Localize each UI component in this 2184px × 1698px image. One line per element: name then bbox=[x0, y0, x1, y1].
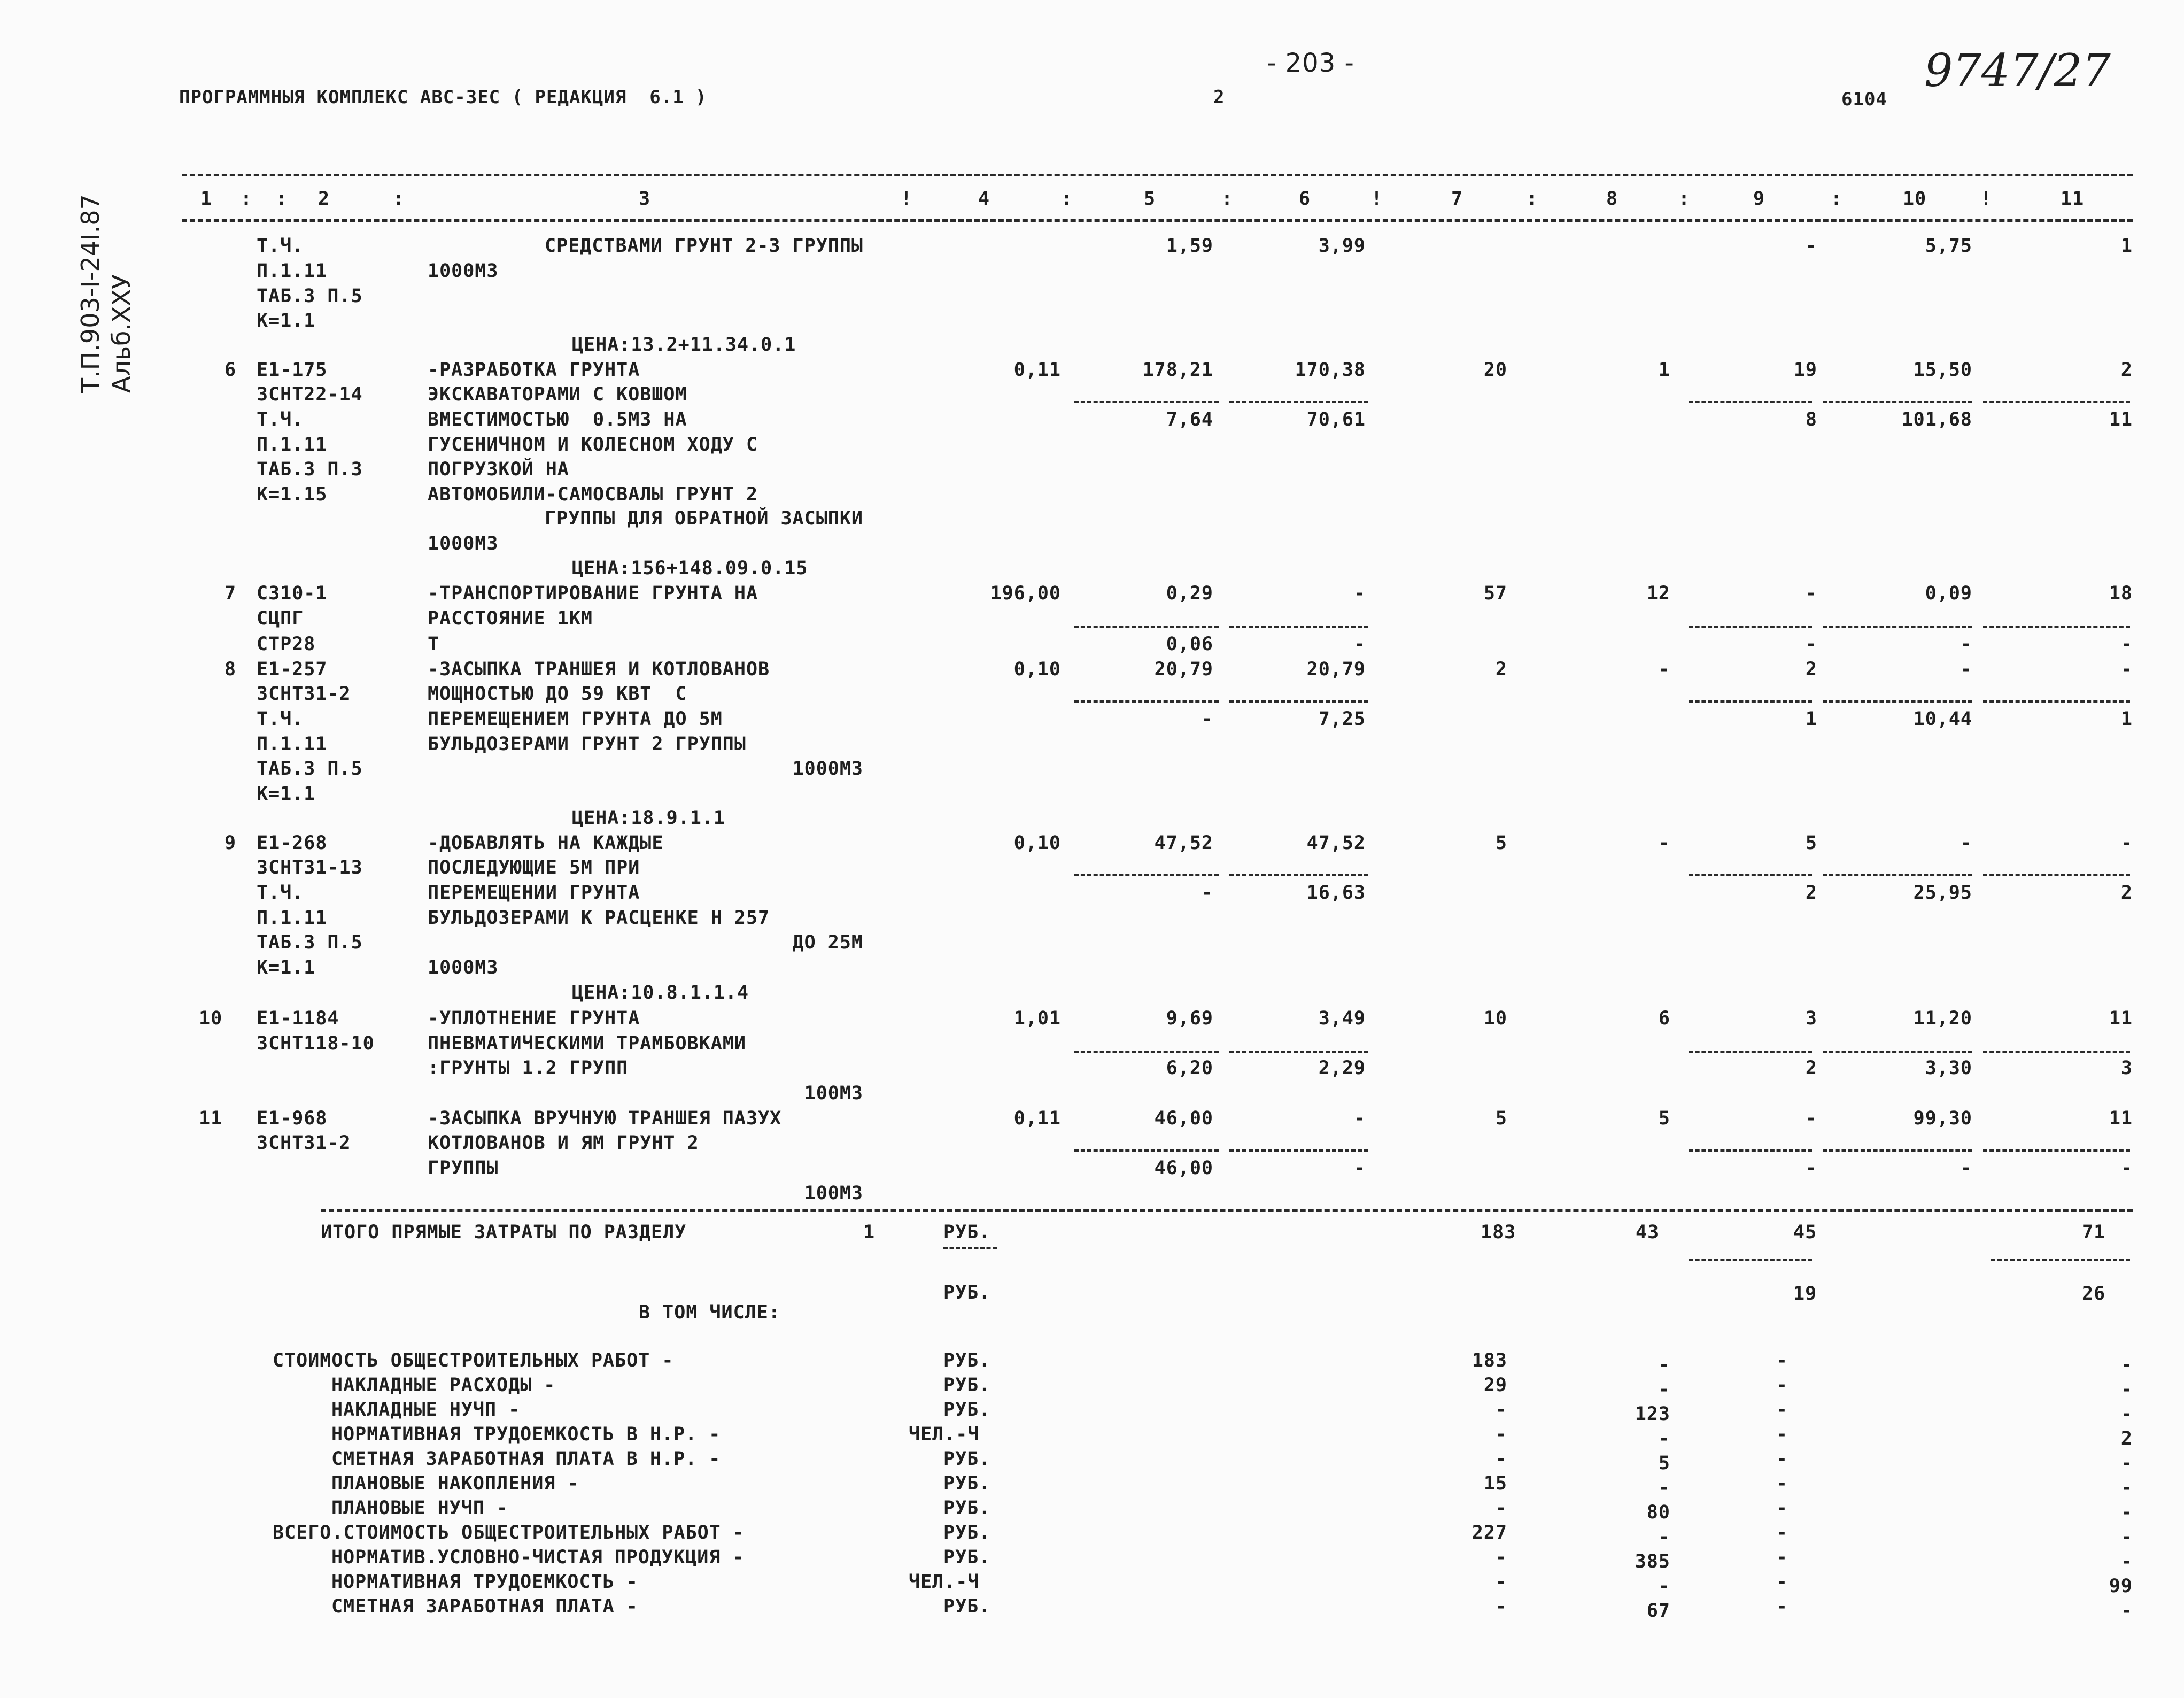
column-header: 6 bbox=[1299, 188, 1311, 210]
cell-c10: 101,68 bbox=[1901, 409, 1972, 430]
cell-rule bbox=[1823, 874, 1972, 876]
cell-rule bbox=[1689, 874, 1812, 876]
summary-col9: - bbox=[1776, 1473, 1788, 1494]
item-description: ПЕРЕМЕЩЕНИИ ГРУНТА bbox=[428, 882, 640, 904]
summary-col8: - bbox=[1658, 1576, 1670, 1597]
cell-c10: - bbox=[1960, 659, 1972, 680]
summary-col7: 15 bbox=[1483, 1473, 1507, 1494]
summary-label: НОРМАТИВНАЯ ТРУДОЕМКОСТЬ В Н.Р. - bbox=[331, 1424, 721, 1445]
cell-rule bbox=[1074, 700, 1219, 703]
cell-c11: 2 bbox=[2120, 882, 2133, 904]
cell-c4: 0,10 bbox=[1013, 832, 1061, 854]
cell-c11: 2 bbox=[2120, 359, 2133, 381]
summary-col8: - bbox=[1658, 1428, 1670, 1449]
cell-c5: 9,69 bbox=[1166, 1008, 1213, 1029]
column-separator: : bbox=[1678, 188, 1691, 210]
summary-col7: - bbox=[1495, 1424, 1507, 1445]
cell-c6: 3,49 bbox=[1318, 1008, 1366, 1029]
column-separator: ! bbox=[901, 188, 913, 210]
totals-col9-2: 19 bbox=[1793, 1283, 1817, 1305]
sheet-number: 2 bbox=[1213, 87, 1225, 108]
table-header-rule bbox=[182, 219, 2133, 222]
item-description: -ЗАСЫПКА ТРАНШЕЯ И КОТЛОВАНОВ bbox=[428, 659, 770, 680]
cell-c11: 11 bbox=[2109, 1108, 2133, 1129]
summary-label: ПЛАНОВЫЕ НУЧП - bbox=[331, 1498, 509, 1519]
item-description: ГУСЕНИЧНОМ И КОЛЕСНОМ ХОДУ С bbox=[428, 434, 758, 456]
cell-c9: 8 bbox=[1805, 409, 1817, 430]
item-code: ЗСНТ31-2 bbox=[257, 1132, 351, 1154]
item-description: ПОСЛЕДУЮЩИЕ 5М ПРИ bbox=[428, 857, 640, 878]
item-number: 9 bbox=[224, 832, 237, 854]
item-description: ВМЕСТИМОСТЬЮ 0.5М3 НА bbox=[428, 409, 687, 430]
cell-c11: 18 bbox=[2109, 583, 2133, 604]
item-code: Е1-257 bbox=[257, 659, 328, 680]
cell-rule bbox=[1689, 1149, 1812, 1152]
cell-c7: 2 bbox=[1495, 659, 1507, 680]
column-header: 3 bbox=[639, 188, 651, 210]
cell-c5: 178,21 bbox=[1142, 359, 1213, 381]
column-header: 10 bbox=[1903, 188, 1927, 210]
cell-c9: 2 bbox=[1805, 882, 1817, 904]
cell-rule bbox=[1689, 700, 1812, 703]
cell-c5: 1,59 bbox=[1166, 235, 1213, 257]
summary-col7: 183 bbox=[1472, 1350, 1507, 1371]
cell-c11: 3 bbox=[2120, 1058, 2133, 1079]
column-separator: : bbox=[1831, 188, 1843, 210]
item-code: К=1.1 bbox=[257, 310, 316, 331]
totals-unit-rule bbox=[943, 1247, 997, 1249]
cell-rule bbox=[1689, 401, 1812, 403]
cell-c5: 0,06 bbox=[1166, 634, 1213, 655]
cell-c9: - bbox=[1805, 634, 1817, 655]
summary-col7: 29 bbox=[1483, 1375, 1507, 1396]
margin-stamp-line: Т.П.903-I-24I.87 bbox=[76, 194, 105, 393]
cell-c10: - bbox=[1960, 634, 1972, 655]
item-description: ПНЕВМАТИЧЕСКИМИ ТРАМБОВКАМИ bbox=[428, 1033, 746, 1054]
summary-col11: - bbox=[2120, 1502, 2133, 1523]
item-code: ЗСНТ118-10 bbox=[257, 1033, 375, 1054]
cell-rule bbox=[1074, 874, 1219, 876]
cell-c10: 5,75 bbox=[1925, 235, 1972, 257]
cell-c6: 16,63 bbox=[1306, 882, 1366, 904]
summary-col8: - bbox=[1658, 1477, 1670, 1499]
table-top-rule bbox=[182, 174, 2133, 176]
cell-c9: 1 bbox=[1805, 708, 1817, 730]
summary-col7: - bbox=[1495, 1571, 1507, 1593]
column-header: 5 bbox=[1144, 188, 1156, 210]
cell-c7: 5 bbox=[1495, 832, 1507, 854]
summary-unit: РУБ. bbox=[943, 1596, 991, 1617]
cell-c8: - bbox=[1658, 832, 1670, 854]
summary-col8: - bbox=[1658, 1354, 1670, 1376]
totals-col11: 71 bbox=[2082, 1222, 2106, 1243]
item-code: ТАБ.3 П.5 bbox=[257, 285, 363, 307]
cell-c9: 2 bbox=[1805, 1058, 1817, 1079]
item-description: Т bbox=[428, 634, 440, 655]
cell-c6: 170,38 bbox=[1295, 359, 1366, 381]
summary-col9: - bbox=[1776, 1571, 1788, 1593]
cell-c10: - bbox=[1960, 1157, 1972, 1179]
cell-c10: 10,44 bbox=[1913, 708, 1972, 730]
item-description: -РАЗРАБОТКА ГРУНТА bbox=[428, 359, 640, 381]
page-number: - 203 - bbox=[1267, 48, 1354, 78]
column-separator: : : bbox=[241, 188, 288, 210]
cell-c5: 6,20 bbox=[1166, 1058, 1213, 1079]
summary-col9: - bbox=[1776, 1547, 1788, 1568]
item-code: ТАБ.3 П.5 bbox=[257, 758, 363, 779]
cell-c5: 0,29 bbox=[1166, 583, 1213, 604]
item-description: 1000М3 bbox=[428, 260, 499, 282]
cell-c11: - bbox=[2120, 1157, 2133, 1179]
cell-c5: - bbox=[1201, 708, 1213, 730]
cell-rule bbox=[1229, 1149, 1368, 1152]
cell-c6: 70,61 bbox=[1306, 409, 1366, 430]
summary-col8: - bbox=[1658, 1379, 1670, 1400]
item-description: 1000М3 bbox=[428, 957, 499, 978]
cell-c6: - bbox=[1353, 1108, 1366, 1129]
cell-c10: - bbox=[1960, 832, 1972, 854]
item-description: РАССТОЯНИЕ 1КМ bbox=[428, 608, 593, 629]
cell-c4: 0,11 bbox=[1013, 359, 1061, 381]
item-code: Е1-175 bbox=[257, 359, 328, 381]
totals-section: 1 bbox=[863, 1222, 876, 1243]
cell-rule bbox=[1983, 700, 2130, 703]
summary-label: СМЕТНАЯ ЗАРАБОТНАЯ ПЛАТА - bbox=[331, 1596, 638, 1617]
cell-rule bbox=[1229, 1051, 1368, 1053]
item-code: ЗСНТ22-14 bbox=[257, 384, 363, 405]
summary-col8: 5 bbox=[1658, 1453, 1670, 1474]
margin-stamp bbox=[75, 194, 137, 393]
item-description: ПЕРЕМЕЩЕНИЕМ ГРУНТА ДО 5М bbox=[428, 708, 723, 730]
item-code: Е1-968 bbox=[257, 1108, 328, 1129]
cell-c11: - bbox=[2120, 634, 2133, 655]
item-price: ЦЕНА:18.9.1.1 bbox=[572, 807, 725, 829]
cell-c6: 7,25 bbox=[1318, 708, 1366, 730]
cell-c10: 15,50 bbox=[1913, 359, 1972, 381]
summary-label: НОРМАТИВ.УСЛОВНО-ЧИСТАЯ ПРОДУКЦИЯ - bbox=[331, 1547, 745, 1568]
item-number: 6 bbox=[224, 359, 237, 381]
summary-col11: - bbox=[2120, 1477, 2133, 1499]
cell-rule bbox=[1823, 1051, 1972, 1053]
item-description: БУЛЬДОЗЕРАМИ К РАСЦЕНКЕ Н 257 bbox=[428, 907, 770, 929]
column-header: 2 bbox=[318, 188, 330, 210]
totals-col9: 45 bbox=[1793, 1222, 1817, 1243]
cell-c6: 47,52 bbox=[1306, 832, 1366, 854]
cell-c4: 1,01 bbox=[1013, 1008, 1061, 1029]
totals-subheader: В ТОМ ЧИСЛЕ: bbox=[639, 1302, 780, 1323]
cell-rule bbox=[1983, 874, 2130, 876]
summary-unit: РУБ. bbox=[943, 1399, 991, 1421]
cell-c9: - bbox=[1805, 583, 1817, 604]
item-code: П.1.11 bbox=[257, 434, 328, 456]
column-header: 8 bbox=[1606, 188, 1618, 210]
totals-unit-2: РУБ. bbox=[943, 1282, 991, 1303]
cell-c6: - bbox=[1353, 1157, 1366, 1179]
item-description: ПОГРУЗКОЙ НА bbox=[428, 459, 569, 480]
column-separator: ! bbox=[1980, 188, 1993, 210]
cell-c9: 2 bbox=[1805, 659, 1817, 680]
cell-c7: 20 bbox=[1483, 359, 1507, 381]
totals-unit: РУБ. bbox=[943, 1222, 991, 1243]
totals-col7: 183 bbox=[1481, 1222, 1516, 1243]
cell-c7: 5 bbox=[1495, 1108, 1507, 1129]
item-description: -УПЛОТНЕНИЕ ГРУНТА bbox=[428, 1008, 640, 1029]
cell-c7: 57 bbox=[1483, 583, 1507, 604]
summary-label: ВСЕГО.СТОИМОСТЬ ОБЩЕСТРОИТЕЛЬНЫХ РАБОТ - bbox=[273, 1522, 745, 1543]
item-price: ЦЕНА:13.2+11.34.0.1 bbox=[572, 334, 796, 356]
summary-unit: РУБ. bbox=[943, 1498, 991, 1519]
cell-rule bbox=[1074, 626, 1219, 628]
cell-c6: 2,29 bbox=[1318, 1058, 1366, 1079]
cell-rule bbox=[1229, 700, 1368, 703]
item-code: Е1-268 bbox=[257, 832, 328, 854]
column-header: 9 bbox=[1753, 188, 1765, 210]
item-unit: СРЕДСТВАМИ ГРУНТ 2-3 ГРУППЫ bbox=[545, 235, 863, 257]
item-description: -ДОБАВЛЯТЬ НА КАЖДЫЕ bbox=[428, 832, 664, 854]
item-code: ТАБ.3 П.3 bbox=[257, 459, 363, 480]
item-description: АВТОМОБИЛИ-САМОСВАЛЫ ГРУНТ 2 bbox=[428, 484, 758, 505]
cell-rule bbox=[1689, 626, 1812, 628]
cell-c10: 25,95 bbox=[1913, 882, 1972, 904]
cell-rule bbox=[1229, 401, 1368, 403]
cell-rule bbox=[1229, 626, 1368, 628]
summary-col7: - bbox=[1495, 1596, 1507, 1617]
summary-col9: - bbox=[1776, 1350, 1788, 1371]
item-description: :ГРУНТЫ 1.2 ГРУПП bbox=[428, 1058, 629, 1079]
summary-label: НАКЛАДНЫЕ НУЧП - bbox=[331, 1399, 521, 1421]
cell-c11: - bbox=[2120, 659, 2133, 680]
cell-c5: 46,00 bbox=[1154, 1157, 1213, 1179]
cell-c9: - bbox=[1805, 1108, 1817, 1129]
summary-label: ПЛАНОВЫЕ НАКОПЛЕНИЯ - bbox=[331, 1473, 579, 1494]
summary-col7: 227 bbox=[1472, 1522, 1507, 1543]
cell-c11: 1 bbox=[2120, 708, 2133, 730]
cell-rule bbox=[1823, 626, 1972, 628]
summary-col11: 2 bbox=[2120, 1428, 2133, 1449]
summary-col9: - bbox=[1776, 1399, 1788, 1421]
summary-unit: ЧЕЛ.-Ч bbox=[909, 1571, 980, 1593]
item-unit: 1000М3 bbox=[792, 758, 863, 779]
cell-rule bbox=[1823, 700, 1972, 703]
cell-rule bbox=[1983, 626, 2130, 628]
program-title: ПРОГРАММНЫЯ КОМПЛЕКС АВС-ЗЕС ( РЕДАКЦИЯ 6.1 ) bbox=[179, 87, 707, 108]
summary-col11: - bbox=[2120, 1379, 2133, 1400]
cell-c8: 6 bbox=[1658, 1008, 1670, 1029]
summary-unit: РУБ. bbox=[943, 1350, 991, 1371]
cell-c10: 99,30 bbox=[1913, 1108, 1972, 1129]
item-unit: 100М3 bbox=[804, 1083, 863, 1104]
summary-label: СТОИМОСТЬ ОБЩЕСТРОИТЕЛЬНЫХ РАБОТ - bbox=[273, 1350, 674, 1371]
item-number: 11 bbox=[199, 1108, 223, 1129]
cell-rule bbox=[1983, 1149, 2130, 1152]
cell-rule bbox=[1074, 1149, 1219, 1152]
cell-c4: 0,11 bbox=[1013, 1108, 1061, 1129]
cell-c9: 19 bbox=[1793, 359, 1817, 381]
totals-col11-2: 26 bbox=[2082, 1283, 2106, 1305]
cell-rule bbox=[1689, 1051, 1812, 1053]
summary-col8: 80 bbox=[1646, 1502, 1670, 1523]
summary-col9: - bbox=[1776, 1596, 1788, 1617]
column-separator: : bbox=[393, 188, 405, 210]
summary-unit: РУБ. bbox=[943, 1522, 991, 1543]
cell-c11: 11 bbox=[2109, 409, 2133, 430]
totals-col8: 43 bbox=[1636, 1222, 1660, 1243]
item-number: 8 bbox=[224, 659, 237, 680]
item-description: -ТРАНСПОРТИРОВАНИЕ ГРУНТА НА bbox=[428, 583, 758, 604]
cell-c8: 5 bbox=[1658, 1108, 1670, 1129]
summary-label: НАКЛАДНЫЕ РАСХОДЫ - bbox=[331, 1375, 556, 1396]
item-code: К=1.1 bbox=[257, 957, 316, 978]
cell-c9: - bbox=[1805, 1157, 1817, 1179]
item-code: Т.Ч. bbox=[257, 708, 304, 730]
item-code: Т.Ч. bbox=[257, 409, 304, 430]
item-code: Е1-1184 bbox=[257, 1008, 339, 1029]
cell-c10: 11,20 bbox=[1913, 1008, 1972, 1029]
summary-col8: - bbox=[1658, 1526, 1670, 1548]
item-code: К=1.1 bbox=[257, 783, 316, 805]
summary-col8: 385 bbox=[1635, 1551, 1670, 1572]
summary-label: СМЕТНАЯ ЗАРАБОТНАЯ ПЛАТА В Н.Р. - bbox=[331, 1448, 721, 1470]
document-code: 6104 bbox=[1841, 89, 1887, 110]
summary-col9: - bbox=[1776, 1424, 1788, 1445]
item-code: Т.Ч. bbox=[257, 235, 304, 257]
cell-c5: 20,79 bbox=[1154, 659, 1213, 680]
totals-rule bbox=[321, 1209, 2133, 1212]
cell-c10: 3,30 bbox=[1925, 1058, 1972, 1079]
item-number: 10 bbox=[199, 1008, 223, 1029]
column-header: 1 bbox=[200, 188, 213, 210]
summary-col7: - bbox=[1495, 1498, 1507, 1519]
item-price: ЦЕНА:156+148.09.0.15 bbox=[572, 558, 808, 579]
summary-label: НОРМАТИВНАЯ ТРУДОЕМКОСТЬ - bbox=[331, 1571, 638, 1593]
item-code: С310-1 bbox=[257, 583, 328, 604]
cell-c9: 5 bbox=[1805, 832, 1817, 854]
item-description: -ЗАСЫПКА ВРУЧНУЮ ТРАНШЕЯ ПАЗУХ bbox=[428, 1108, 782, 1129]
cell-c6: 20,79 bbox=[1306, 659, 1366, 680]
cell-rule bbox=[1229, 874, 1368, 876]
item-description: ГРУППЫ bbox=[428, 1157, 499, 1179]
column-separator: : bbox=[1221, 188, 1234, 210]
column-header: 4 bbox=[978, 188, 990, 210]
summary-col9: - bbox=[1776, 1375, 1788, 1396]
column-separator: : bbox=[1526, 188, 1538, 210]
item-unit: ГРУППЫ ДЛЯ ОБРАТНОЙ ЗАСЫПКИ bbox=[545, 508, 863, 529]
summary-unit: РУБ. bbox=[943, 1473, 991, 1494]
cell-c6: - bbox=[1353, 634, 1366, 655]
item-description: 1000М3 bbox=[428, 533, 499, 554]
summary-col8: 67 bbox=[1646, 1600, 1670, 1622]
cell-c9: 3 bbox=[1805, 1008, 1817, 1029]
cell-c10: 0,09 bbox=[1925, 583, 1972, 604]
cell-c11: 1 bbox=[2120, 235, 2133, 257]
item-number: 7 bbox=[224, 583, 237, 604]
summary-col9: - bbox=[1776, 1522, 1788, 1543]
cell-c5: 46,00 bbox=[1154, 1108, 1213, 1129]
summary-col11: - bbox=[2120, 1453, 2133, 1474]
summary-col11: - bbox=[2120, 1551, 2133, 1572]
cell-c4: 196,00 bbox=[990, 583, 1061, 604]
totals-col9-rule bbox=[1689, 1259, 1812, 1261]
item-code: П.1.11 bbox=[257, 907, 328, 929]
item-unit: ДО 25М bbox=[792, 932, 863, 953]
summary-col7: - bbox=[1495, 1448, 1507, 1470]
cell-c5: - bbox=[1201, 882, 1213, 904]
margin-stamp-line: Альб.XXУ bbox=[107, 274, 136, 393]
cell-rule bbox=[1823, 401, 1972, 403]
item-code: П.1.11 bbox=[257, 260, 328, 282]
cell-c6: 3,99 bbox=[1318, 235, 1366, 257]
cell-c11: 11 bbox=[2109, 1008, 2133, 1029]
column-separator: : bbox=[1061, 188, 1073, 210]
cell-c4: 0,10 bbox=[1013, 659, 1061, 680]
summary-col11: - bbox=[2120, 1600, 2133, 1622]
summary-col11: - bbox=[2120, 1526, 2133, 1548]
cell-c6: - bbox=[1353, 583, 1366, 604]
item-code: ЗСНТ31-2 bbox=[257, 683, 351, 705]
cell-c5: 7,64 bbox=[1166, 409, 1213, 430]
summary-col11: - bbox=[2120, 1354, 2133, 1376]
summary-unit: ЧЕЛ.-Ч bbox=[909, 1424, 980, 1445]
item-code: П.1.11 bbox=[257, 734, 328, 755]
summary-unit: РУБ. bbox=[943, 1448, 991, 1470]
summary-col7: - bbox=[1495, 1547, 1507, 1568]
item-price: ЦЕНА:10.8.1.1.4 bbox=[572, 982, 749, 1004]
cell-c11: - bbox=[2120, 832, 2133, 854]
item-code: СЦПГ bbox=[257, 608, 304, 629]
cell-c9: - bbox=[1805, 235, 1817, 257]
cell-rule bbox=[1823, 1149, 1972, 1152]
cell-rule bbox=[1074, 1051, 1219, 1053]
cell-c7: 10 bbox=[1483, 1008, 1507, 1029]
column-separator: ! bbox=[1371, 188, 1383, 210]
summary-unit: РУБ. bbox=[943, 1375, 991, 1396]
cell-c8: - bbox=[1658, 659, 1670, 680]
item-unit: 100М3 bbox=[804, 1183, 863, 1204]
column-header: 7 bbox=[1451, 188, 1463, 210]
summary-col8: 123 bbox=[1635, 1403, 1670, 1425]
cell-rule bbox=[1983, 1051, 2130, 1053]
summary-col7: - bbox=[1495, 1399, 1507, 1421]
column-header: 11 bbox=[2061, 188, 2085, 210]
item-code: К=1.15 bbox=[257, 484, 328, 505]
summary-unit: РУБ. bbox=[943, 1547, 991, 1568]
cell-rule bbox=[1983, 401, 2130, 403]
summary-col11: - bbox=[2120, 1403, 2133, 1425]
totals-label: ИТОГО ПРЯМЫЕ ЗАТРАТЫ ПО РАЗДЕЛУ bbox=[321, 1222, 687, 1243]
summary-col11: 99 bbox=[2109, 1576, 2133, 1597]
item-description: ЭКСКАВАТОРАМИ С КОВШОМ bbox=[428, 384, 687, 405]
cell-c8: 1 bbox=[1658, 359, 1670, 381]
item-code: Т.Ч. bbox=[257, 882, 304, 904]
item-description: МОЩНОСТЬЮ ДО 59 КВТ С bbox=[428, 683, 687, 705]
cell-c8: 12 bbox=[1646, 583, 1670, 604]
summary-col9: - bbox=[1776, 1498, 1788, 1519]
handwritten-number: 9747/27 bbox=[1924, 44, 2111, 97]
item-code: СТР28 bbox=[257, 634, 316, 655]
item-description: БУЛЬДОЗЕРАМИ ГРУНТ 2 ГРУППЫ bbox=[428, 734, 746, 755]
item-description: КОТЛОВАНОВ И ЯМ ГРУНТ 2 bbox=[428, 1132, 699, 1154]
totals-col11-rule bbox=[1991, 1259, 2130, 1261]
item-code: ТАБ.3 П.5 bbox=[257, 932, 363, 953]
cell-rule bbox=[1074, 401, 1219, 403]
summary-col9: - bbox=[1776, 1448, 1788, 1470]
cell-c5: 47,52 bbox=[1154, 832, 1213, 854]
item-code: ЗСНТ31-13 bbox=[257, 857, 363, 878]
